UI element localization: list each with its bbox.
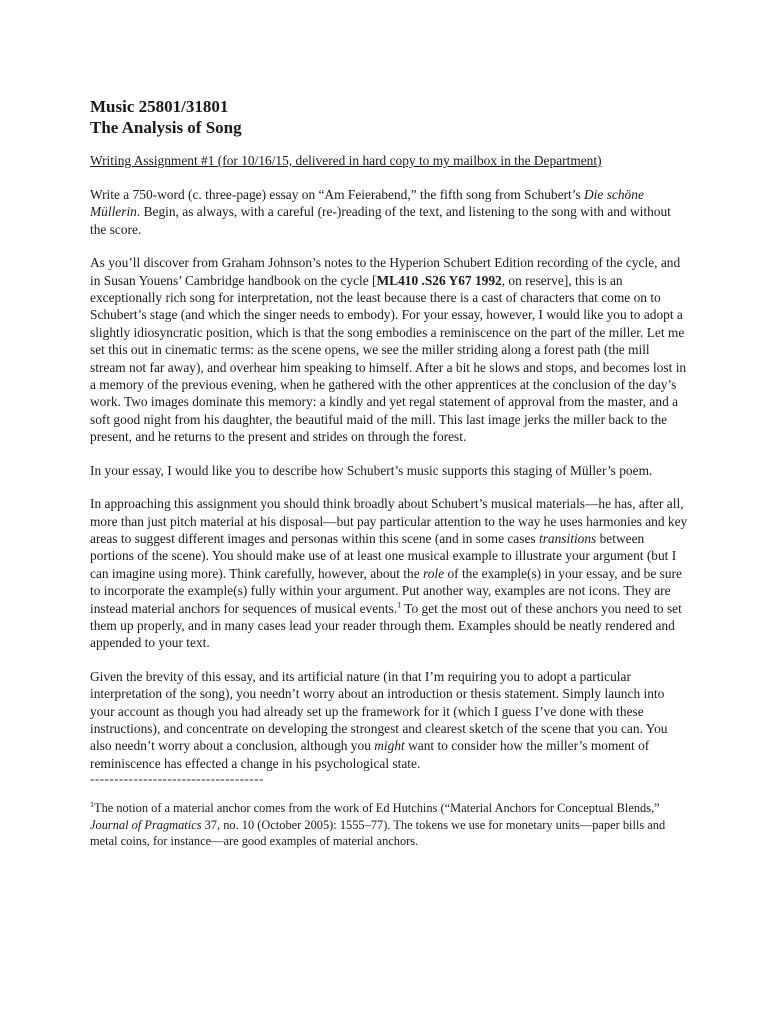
paragraph-approach [90,495,688,652]
text-run: Given the brevity of this essay, and its artificial nature (in that I’m requiring you to adopt a particular interpretation of the song), you needn’t worry about an introduction or thesis statement. Simply launch into your account as though you had already set up the framework for it (which I guess I’ve done with these instructions), and concentrate on developing the strongest and clearest sketch of the scene that you can. You also needn’t worry about a conclusion, although you [90,668,668,754]
emphasis: transitions [538,530,597,546]
emphasis: might [374,738,405,754]
paragraph-context [90,254,688,445]
assignment-heading: Writing Assignment #1 (for 10/16/15, delivered in hard copy to my mailbox in the Department) [90,153,602,168]
text-run: In approaching this assignment you should think broadly about Schubert’s musical materials—he has, after all, more than just pitch material at his disposal—but pay particular attention to the way he uses harmonies and key areas to suggest different images and personas within this scene (and in some cases [90,496,688,546]
footnote [90,800,688,850]
text-run: To get the most out of these anchors you need to set them up properly, and in many cases lead your reader through them. Examples should be neatly rendered and appended to your text. [90,600,682,651]
text-run: 37, no. 10 (October 2005): 1555–77). The tokens we use for monetary units—paper bills and metal coins, for instance—are good examples of material anchors. [90,817,666,849]
work-title: Die schöne Müllerin [90,187,644,220]
paragraph-brevity [90,668,688,772]
text-run: want to consider how the miller’s moment of reminiscence has effected a change in his psychological state. [90,738,650,771]
emphasis: role [423,565,445,581]
text-run: The notion of a material anchor comes from the work of Ed Hutchins (“Material Anchors for Conceptual Blends,” [94,801,660,816]
footnote-marker: 1 [397,600,402,610]
text-run: Write a 750-word (c. three-page) essay on “Am Feierabend,” the fifth song from Schubert’s [90,187,585,202]
text-run: As you’ll discover from Graham Johnson’s notes to the Hyperion Schubert Edition recording of the cycle, and in Susan Youens’ Cambridge handbook on the cycle [ [90,255,681,288]
paragraph-task: In your essay, I would like you to describe how Schubert’s music supports this staging of Müller’s poem. [90,462,653,478]
footnote-separator: ------------------------------------ [90,771,264,787]
text-run: , on reserve], this is an exceptionally rich song for interpretation, not the least because there is a cast of characters that come on to Schubert’s stage (and which the singer needs to embody). For your essay, however, I would like you to adopt a slightly idiosyncratic position, which is that the song embodies a reminiscence on the part of the miller. Let me set this out in cinematic terms: as the scene opens, we see the miller striding along a forest path (the mill stream not far away), and overhear him speaking to himself. After a bit he slows and stops, and becomes lost in a memory of the previous evening, when he gathered with the other apprentices at the conclusion of the day’s work. Two images dominate this memory: a kindly and yet regal statement of approval from the master, and a soft good night from his daughter, the beautiful maid of the mill. This last image jerks the miller back to the present, and he returns to the present and strides on through the forest. [90,272,687,445]
journal-title: Journal of Pragmatics [90,817,202,832]
text-run: of the example(s) in your essay, and be sure to incorporate the example(s) fully within your argument. Put another way, examples are not icons. They are instead material anchors for sequences of musical events. [90,565,682,616]
text-run: . Begin, as always, with a careful (re-)reading of the text, and listening to the song with and without the score. [90,204,671,237]
paragraph-intro [90,186,688,238]
text-run: between portions of the scene). You should make use of at least one musical example to illustrate your argument (but I can imagine using more). Think carefully, however, about the [90,530,677,581]
course-number: Music 25801/31801 [90,97,229,116]
call-number: ML410 .S26 Y67 1992 [376,272,502,288]
course-title: The Analysis of Song [90,118,242,137]
footnote-number: 1 [90,800,94,810]
